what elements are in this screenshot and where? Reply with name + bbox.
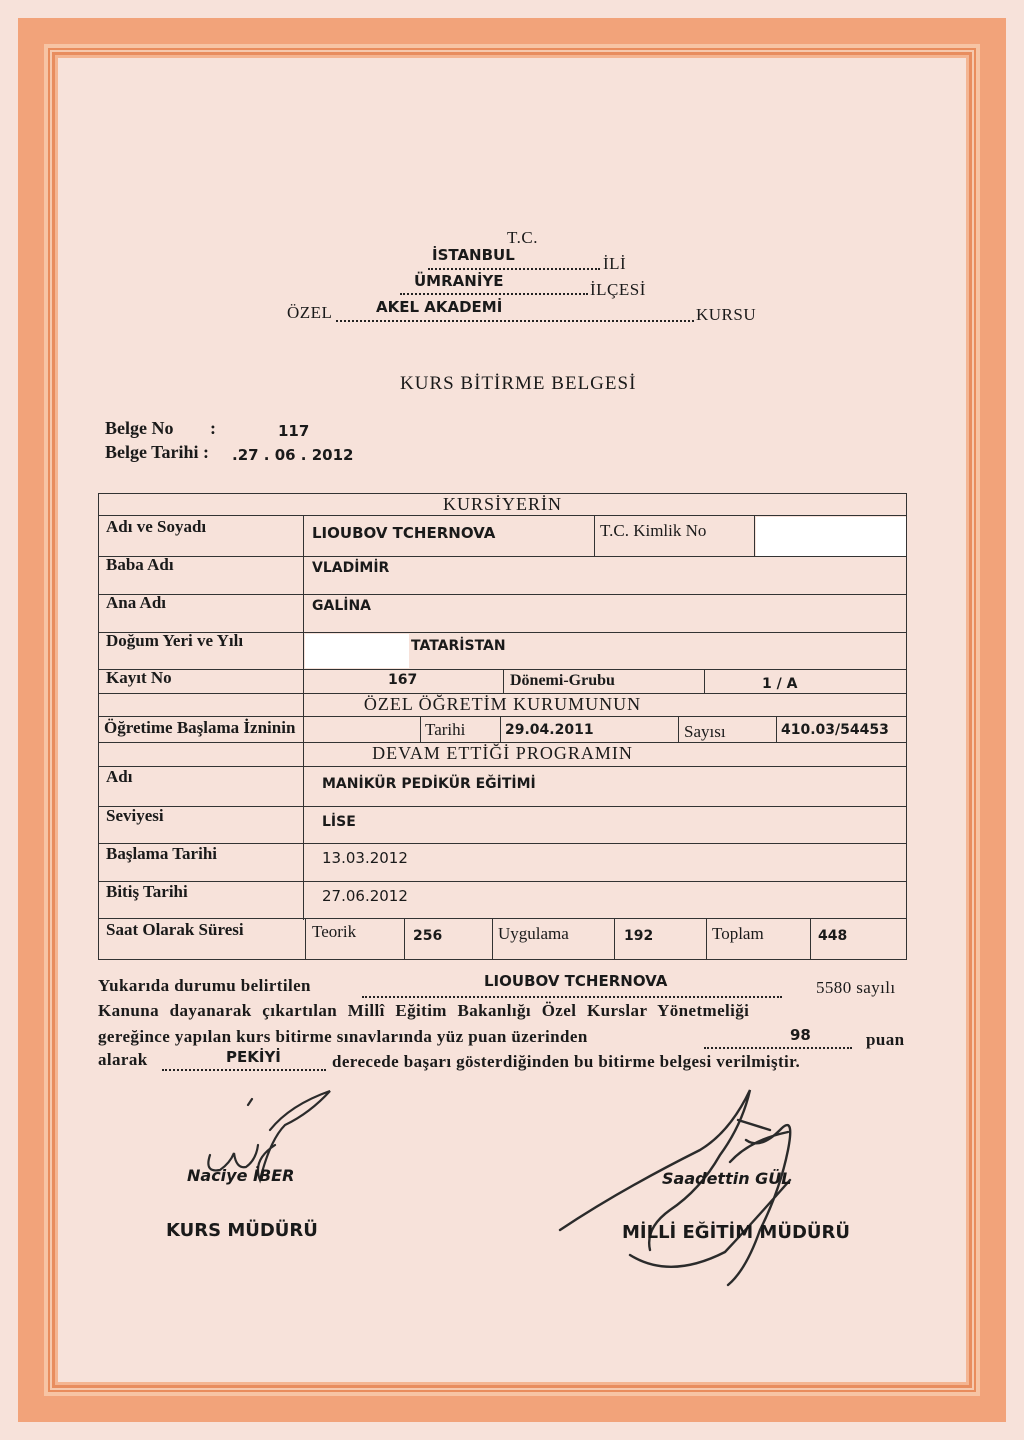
donem-grubu-label: Dönemi-Grubu — [510, 672, 615, 689]
para-student-name: LIOUBOV TCHERNOVA — [484, 972, 668, 990]
document-title: KURS BİTİRME BELGESİ — [400, 373, 637, 394]
belge-tarih-value: .27 . 06 . 2012 — [232, 446, 354, 464]
teorik-value: 256 — [413, 928, 443, 944]
para-line4-b: derecede başarı gösterdiğinden bu bitirme belgesi verilmiştir. — [332, 1052, 801, 1071]
header-ilce-label: İLÇESİ — [590, 280, 646, 299]
program-adi-label: Adı — [106, 767, 133, 786]
kayit-no-value: 167 — [388, 672, 418, 688]
dogum-redaction — [305, 634, 409, 668]
tc-kimlik-redaction — [756, 517, 906, 556]
donem-grubu-value: 1 / A — [762, 676, 798, 692]
izin-label: Öğretime Başlama İzninin — [104, 718, 296, 737]
left-signatory-title: KURS MÜDÜRÜ — [166, 1220, 318, 1241]
header-il-value: İSTANBUL — [432, 246, 515, 264]
section-program: DEVAM ETTİĞİ PROGRAMIN — [372, 743, 633, 763]
belge-tarih-label: Belge Tarihi : — [105, 442, 210, 462]
seviye-value: LİSE — [322, 814, 356, 830]
seviye-label: Seviyesi — [106, 806, 164, 825]
header-ozel-label: ÖZEL — [287, 303, 333, 322]
bitis-tarihi-label: Bitiş Tarihi — [106, 882, 188, 901]
header-il-label: İLİ — [603, 254, 627, 273]
baba-adi-value: VLADİMİR — [312, 560, 390, 576]
toplam-label: Toplam — [712, 924, 764, 943]
ana-adi-value: GALİNA — [312, 598, 372, 614]
para-line1-b: 5580 sayılı — [816, 978, 896, 997]
header-kurs-value: AKEL AKADEMİ — [376, 298, 503, 316]
izin-sayi-value: 410.03/54453 — [781, 722, 889, 738]
right-signature-icon — [550, 1070, 840, 1320]
section-kurum: ÖZEL ÖĞRETİM KURUMUNUN — [363, 694, 642, 714]
baba-adi-label: Baba Adı — [106, 555, 174, 574]
ad-soyad-value: LIOUBOV TCHERNOVA — [312, 524, 496, 542]
header-kurs-label: KURSU — [696, 305, 757, 324]
izin-tarih-label: Tarihi — [425, 720, 466, 739]
para-line4-a: alarak — [98, 1050, 148, 1069]
right-signatory-name: Saadettin GÜL — [662, 1169, 792, 1188]
baslama-tarihi-label: Başlama Tarihi — [106, 844, 218, 863]
para-grade: PEKİYİ — [226, 1048, 281, 1066]
toplam-value: 448 — [818, 928, 848, 944]
header-tc: T.C. — [507, 228, 538, 247]
para-line3-a: gereğince yapılan kurs bitirme sınavlarında yüz puan üzerinden — [98, 1027, 588, 1046]
ana-adi-label: Ana Adı — [106, 593, 166, 612]
section-kursiyer: KURSİYERİN — [442, 494, 562, 514]
uygulama-value: 192 — [624, 928, 654, 944]
izin-tarih-value: 29.04.2011 — [505, 722, 594, 738]
tc-kimlik-label: T.C. Kimlik No — [600, 521, 707, 540]
belge-no-sep: : — [210, 418, 216, 438]
header-ilce-value: ÜMRANİYE — [414, 272, 504, 290]
dogum-value: TATARİSTAN — [411, 638, 506, 654]
para-line1-a: Yukarıda durumu belirtilen — [98, 976, 311, 995]
sure-label: Saat Olarak Süresi — [106, 920, 244, 939]
teorik-label: Teorik — [312, 922, 357, 941]
right-signatory-title: MİLLİ EĞİTİM MÜDÜRÜ — [622, 1222, 850, 1243]
para-line2: Kanuna dayanarak çıkartılan Millî Eğitim Bakanlığı Özel Kurslar Yönetmeliği — [98, 1001, 750, 1020]
baslama-tarihi-value: 13.03.2012 — [322, 849, 408, 867]
program-adi-value: MANİKÜR PEDİKÜR EĞİTİMİ — [322, 776, 536, 792]
left-signatory-name: Naciye İBER — [187, 1166, 295, 1185]
para-line3-b: puan — [866, 1030, 905, 1049]
kayit-no-label: Kayıt No — [106, 668, 172, 687]
belge-no-label: Belge No — [105, 418, 174, 438]
izin-sayi-label: Sayısı — [684, 722, 726, 741]
dogum-label: Doğum Yeri ve Yılı — [106, 631, 244, 650]
uygulama-label: Uygulama — [498, 924, 569, 943]
belge-no-value: 117 — [278, 422, 310, 440]
bitis-tarihi-value: 27.06.2012 — [322, 887, 408, 905]
para-score: 98 — [790, 1026, 811, 1044]
ad-soyad-label: Adı ve Soyadı — [106, 517, 207, 536]
